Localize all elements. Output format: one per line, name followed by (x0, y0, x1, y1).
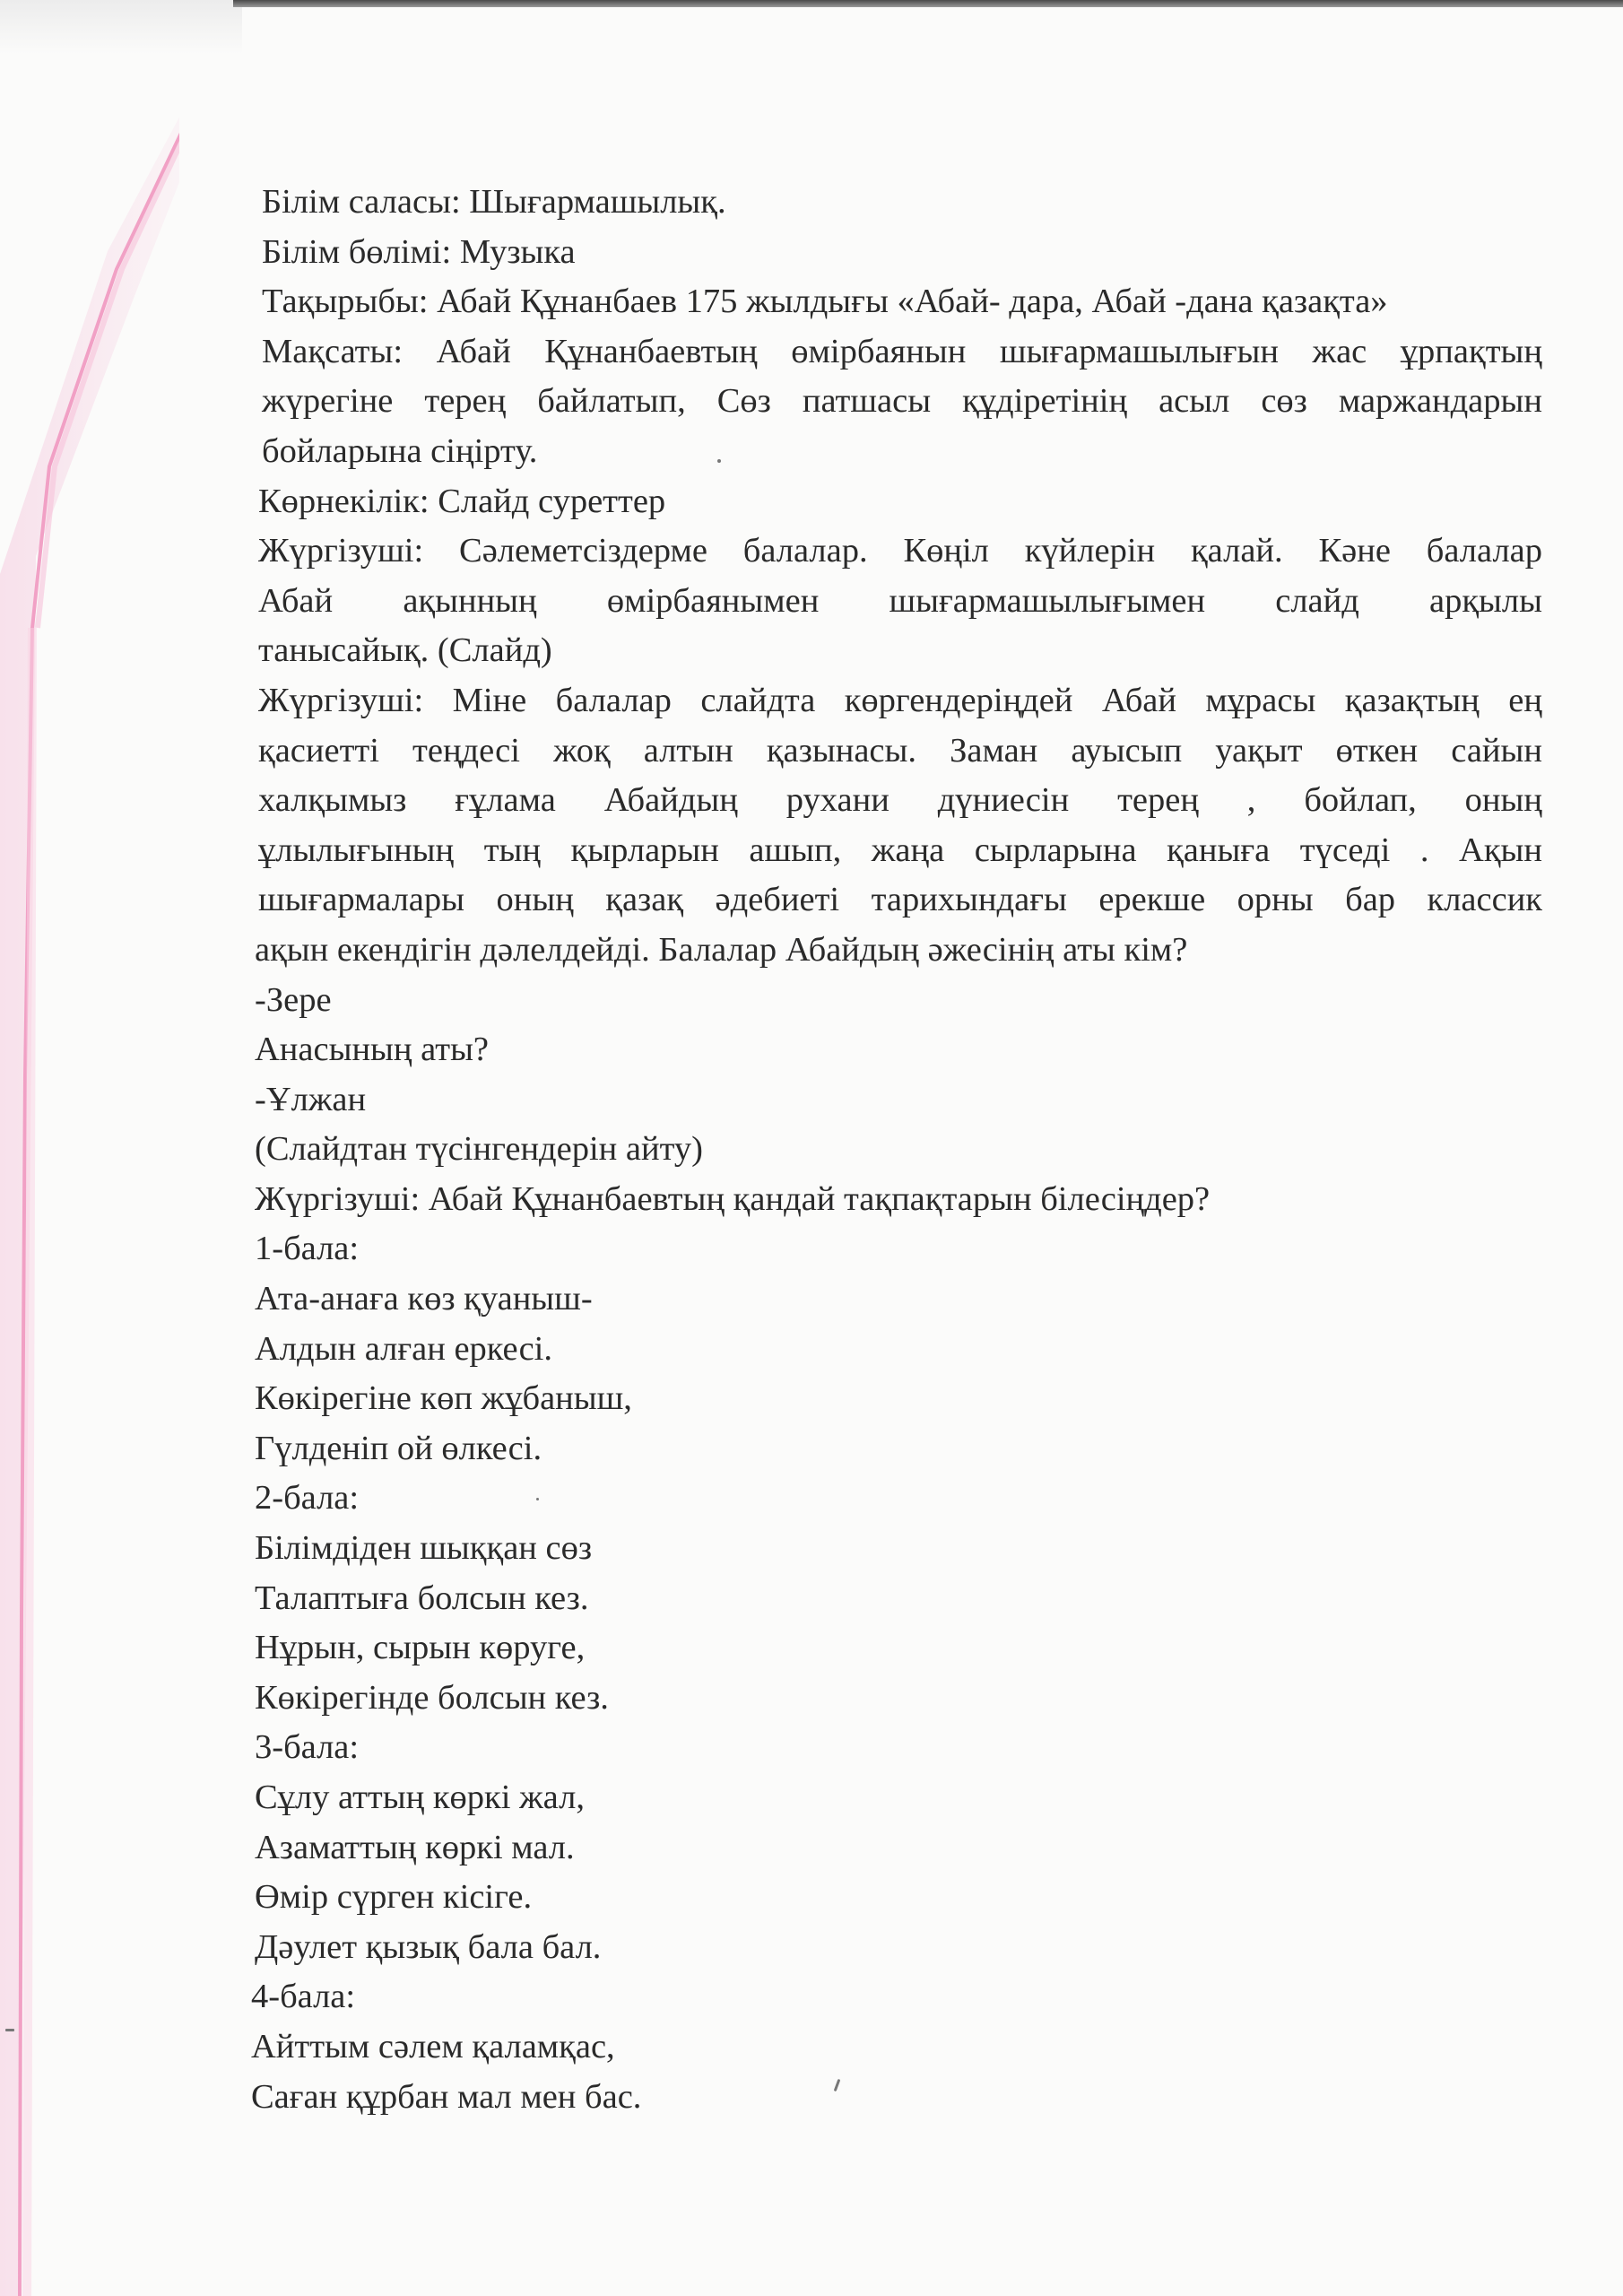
text-line: Алдын алған еркесі. (255, 1329, 552, 1368)
text-line: Тақырыбы: Абай Құнанбаев 175 жылдығы «Абай- дара, Абай -дана қазақта» (262, 283, 1388, 321)
text-line: Анасының аты? (255, 1031, 490, 1069)
text-line: Нұрын, сырын көруге, (255, 1629, 586, 1667)
text-line: ақын екендігін дәлелдейді. Балалар Абайдың әжесінің аты кім? (255, 930, 1188, 969)
text-line: Білімдіден шыққан сөз (255, 1529, 593, 1568)
text-line: Өмір сүрген кісіге. (255, 1878, 533, 1917)
text-line: Көрнекілік: Слайд суреттер (258, 482, 666, 520)
scan-speck (536, 1498, 539, 1500)
text-line: (Слайдтан түсінгендерін айту) (255, 1130, 703, 1169)
text-line: Көкірегінде болсын кез. (255, 1678, 609, 1717)
document-body (251, 178, 1542, 2122)
scan-top-shadow (0, 0, 242, 54)
text-line: Жүргізуші: Сәлеметсіздерме балалар. Көңіл күйлерін қалай. Кәне балалар (258, 532, 1542, 570)
text-line: танысайық. (Слайд) (258, 631, 552, 670)
text-line: Сұлу аттың көркі жал, (255, 1779, 585, 1816)
scan-top-edge (233, 0, 1623, 7)
text-line: Азаматтың көркі мал. (255, 1828, 575, 1866)
scan-speck (717, 459, 721, 463)
text-line: 3-бала: (255, 1728, 360, 1767)
text-line: Жүргізуші: Міне балалар слайдта көргендеріңдей Абай мұрасы қазақтың ең (258, 681, 1542, 719)
text-line: 1-бала: (255, 1230, 360, 1268)
text-line: Мақсаты: Абай Құнанбаевтың өмірбаянын шығармашылығын жас ұрпақтың (262, 332, 1542, 370)
text-line: -Зере (255, 980, 332, 1019)
text-line: 2-бала: (255, 1479, 360, 1518)
text-line: Дәулет қызық бала бал. (255, 1927, 602, 1966)
text-line: Білім саласы: Шығармашылық. (262, 183, 726, 221)
text-line: халқымыз ғұлама Абайдың рухани дүниесін терең , бойлап, оның (258, 781, 1542, 820)
text-line: Гүлденіп ой өлкесі. (255, 1429, 542, 1467)
pink-margin-line (0, 0, 179, 2296)
text-line: жүрегіне терең байлатып, Сөз патшасы құдіретінің асыл сөз маржандарын (262, 382, 1542, 421)
text-line: Ата-анаға көз қуаныш- (255, 1280, 593, 1318)
text-line: Саған құрбан мал мен бас. (251, 2077, 642, 2116)
text-line: Жүргізуші: Абай Құнанбаевтың қандай тақпақтарын білесіңдер? (255, 1179, 1211, 1218)
text-line: -Ұлжан (255, 1080, 367, 1118)
text-line: Көкірегіне көп жұбаныш, (255, 1379, 632, 1418)
text-line: қасиетті теңдесі жоқ алтын қазынасы. Заман ауысып уақыт өткен сайын (258, 731, 1542, 770)
text-line: шығармалары оның қазақ әдебиеті тарихындағы ерекше орны бар классик (258, 881, 1542, 919)
text-line: бойларына сіңірту. (262, 431, 538, 470)
text-line: Айттым сәлем қаламқас, (251, 2027, 615, 2066)
text-line: Білім бөлімі: Музыка (262, 232, 576, 271)
text-line: Талаптыға болсын кез. (255, 1578, 589, 1617)
text-line: 4-бала: (251, 1978, 356, 2016)
scan-speck (5, 2029, 14, 2031)
text-line: ұлылығының тың қырларын ашып, жаңа сырларына қаныға түседі . Ақын (258, 831, 1542, 869)
text-line: Абай ақынның өмірбаянымен шығармашылығымен слайд арқылы (258, 581, 1542, 620)
